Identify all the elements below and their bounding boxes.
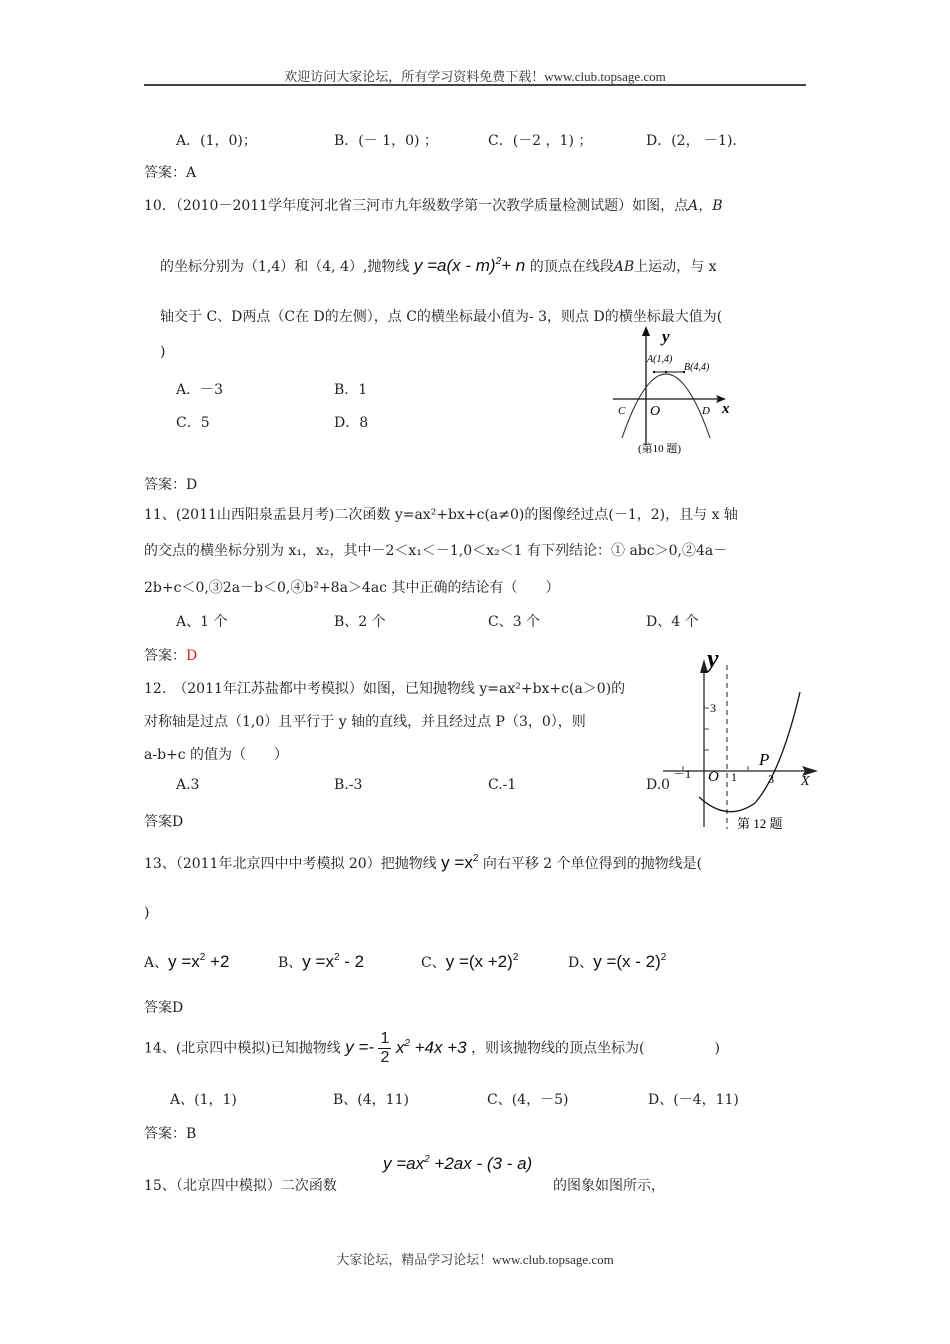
- formula: $y =ax^2 +2ax - (3 - a)$: [383, 1154, 533, 1173]
- question-text: 向右平移 2 个单位得到的抛物线是(: [482, 856, 703, 872]
- question-text-line-2: 对称轴是过点（1,0）且平行于 y 轴的直线，并且经过点 P（3，0），则: [144, 714, 586, 730]
- origin-label: O: [650, 404, 661, 419]
- formula-lhs: y =-: [345, 1037, 375, 1057]
- point-b-label: B(4,4): [684, 362, 710, 373]
- option-b: B.-3: [334, 777, 363, 793]
- question-text: 15、（北京四中模拟）二次函数: [144, 1178, 337, 1194]
- question-text-line-1: 12. （2011年江苏盐都中考模拟）如图，已知抛物线 y=ax²+bx+c(a＞0)的: [144, 681, 626, 697]
- fraction: [378, 1030, 391, 1067]
- question-text-line-3: a-b+c 的值为（ ）: [144, 747, 289, 763]
- formula-tail: +4x +3: [409, 1037, 467, 1057]
- option-b: B．(－ 1，0) ；: [334, 133, 438, 149]
- formula-body: y =a(x - m): [413, 256, 496, 275]
- page-header: 欢迎访问大家论坛，所有学习资料免费下载！www.club.topsage.com: [284, 69, 666, 84]
- answer-value: D: [186, 648, 198, 664]
- figure-10-parabola: [600, 320, 760, 460]
- formula-tail: + n: [501, 256, 526, 275]
- formula-body: y =x: [302, 952, 334, 971]
- formula: $y =(x +2)^2$: [445, 952, 519, 971]
- option-a: A.3: [176, 777, 200, 793]
- y-label: y: [662, 327, 670, 346]
- question-text-line-3: 2b+c＜0,③2a－b＜0,④b²+8a＞4ac 其中正确的结论有（ ）: [144, 580, 560, 596]
- option-c: C．(－2 ，1) ；: [488, 133, 593, 149]
- option-d: [568, 952, 666, 972]
- answer: [144, 645, 197, 665]
- question-text: 13、（2011年北京四中中考模拟 20）把抛物线: [144, 856, 437, 872]
- question-text-line-1: [144, 853, 702, 873]
- option-a: [144, 952, 229, 972]
- question-text-line-4: ): [160, 344, 166, 360]
- x-tick-1: 1: [731, 770, 737, 784]
- answer: 答案：D: [144, 477, 198, 493]
- formula-body: y =(x +2): [445, 952, 513, 971]
- fraction-denominator: 2: [380, 1049, 390, 1066]
- question-text: 的坐标分别为（1,4）和（4, 4）,抛物线: [160, 259, 410, 275]
- formula-body: y =x: [441, 853, 473, 872]
- y-label: y: [707, 645, 719, 673]
- answer: 答案：B: [144, 1126, 197, 1142]
- option-d: D．8: [334, 415, 369, 431]
- formula-body: y =ax: [383, 1154, 425, 1173]
- question-text-line-1: [144, 1030, 720, 1067]
- formula-body: y =(x - 2): [593, 952, 661, 971]
- formula: $y =x^2 - 2$: [302, 952, 365, 971]
- option-c: C.-1: [488, 777, 517, 793]
- origin-label: O: [708, 769, 719, 785]
- formula-tail: +2: [205, 952, 230, 971]
- point-d-label: D: [702, 405, 710, 417]
- x-tick-neg1: －1: [673, 767, 692, 781]
- question-text-line-1: [144, 195, 722, 215]
- option-a: A、(1，1): [170, 1092, 237, 1108]
- formula-body: y =x: [168, 952, 200, 971]
- option-d: D．(2， －1)．: [646, 133, 747, 149]
- figure-caption: (第10 题): [638, 443, 682, 455]
- formula-tail: - 2: [339, 952, 365, 971]
- question-text-line-1: 11、(2011山西阳泉盂县月考)二次函数 y=ax²+bx+c(a≠0)的图像经过点(－1，2)，且与 x 轴: [144, 507, 738, 523]
- option-b: B．1: [334, 382, 368, 398]
- option-label: B、: [278, 955, 303, 971]
- fraction-numerator: 1: [380, 1030, 390, 1047]
- option-d: D、(－4，11): [648, 1092, 739, 1108]
- x-tick-3: 3: [768, 772, 774, 786]
- option-label: D、: [568, 955, 594, 971]
- option-label: C、: [421, 955, 446, 971]
- option-a: A、1 个: [176, 614, 228, 630]
- option-a: A．－3: [176, 382, 224, 398]
- question-text: ，则该抛物线的顶点坐标为( ): [471, 1040, 720, 1057]
- option-c: C．5: [176, 415, 210, 431]
- option-c: C、3 个: [488, 614, 541, 630]
- question-text: 上运动，与 x: [634, 259, 717, 275]
- question-text: 10．（2010－2011学年度河北省三河市九年级数学第一次教学质量检测试题）如图，点: [144, 198, 689, 214]
- answer: 答案D: [144, 814, 184, 830]
- point-p-label: P: [759, 750, 770, 769]
- page-footer: 大家论坛，精品学习论坛！www.club.topsage.com: [336, 1252, 614, 1267]
- header-divider: [144, 84, 806, 86]
- answer-label: 答案：: [144, 648, 186, 664]
- formula: y =a(x - m)$^2$+ n: [413, 256, 526, 275]
- formula-body: x: [395, 1037, 405, 1057]
- formula: $y =x^2$: [441, 853, 479, 872]
- figure-caption: 第 12 题: [737, 816, 783, 831]
- question-text-line-2: ): [144, 905, 150, 921]
- question-text: 的顶点在线段: [529, 259, 614, 275]
- question-text: 的图象如图所示，: [553, 1178, 665, 1194]
- option-b: B、2 个: [334, 614, 386, 630]
- formula-tail: +2ax - (3 - a): [429, 1154, 533, 1173]
- question-text-line-3: 轴交于 C、D两点（C在 D的左侧），点 C的横坐标最小值为- 3，则点 D的横坐标最大值为(: [160, 309, 723, 325]
- segment-label: AB: [613, 259, 635, 275]
- x-label: x: [722, 401, 730, 417]
- option-d: D.0: [646, 777, 671, 793]
- question-text-line-2: [160, 256, 716, 276]
- option-label: A、: [144, 955, 169, 971]
- formula: $y =x^2 +2$: [168, 952, 230, 971]
- point-c-label: C: [618, 405, 626, 417]
- option-b: [278, 952, 364, 972]
- point-a-label: A(1,4): [647, 354, 673, 365]
- option-a: A．(1，0)；: [176, 133, 257, 149]
- formula: y =(x - 2)$^2$: [593, 952, 667, 971]
- figure-12-parabola: [655, 645, 830, 840]
- y-axis-arrow-icon: [642, 326, 650, 336]
- formula-rhs: $x^2 +4x +3$: [395, 1037, 467, 1057]
- answer: 答案D: [144, 1000, 184, 1016]
- question-text: 14、(北京四中模拟)已知抛物线: [144, 1040, 341, 1057]
- x-label: X: [801, 774, 810, 789]
- option-c: C、(4，－5): [487, 1092, 569, 1108]
- option-c: [421, 952, 518, 972]
- option-d: D、4 个: [646, 614, 699, 630]
- y-tick-3: 3: [710, 701, 716, 715]
- point-labels: A，B: [688, 198, 723, 214]
- question-text-line-2: 的交点的横坐标分别为 x₁，x₂，其中－2＜x₁＜－1,0＜x₂＜1 有下列结论：① abc＞0,②4a－: [144, 543, 728, 559]
- answer: 答案：A: [144, 165, 197, 181]
- option-b: B、(4，11): [333, 1092, 409, 1108]
